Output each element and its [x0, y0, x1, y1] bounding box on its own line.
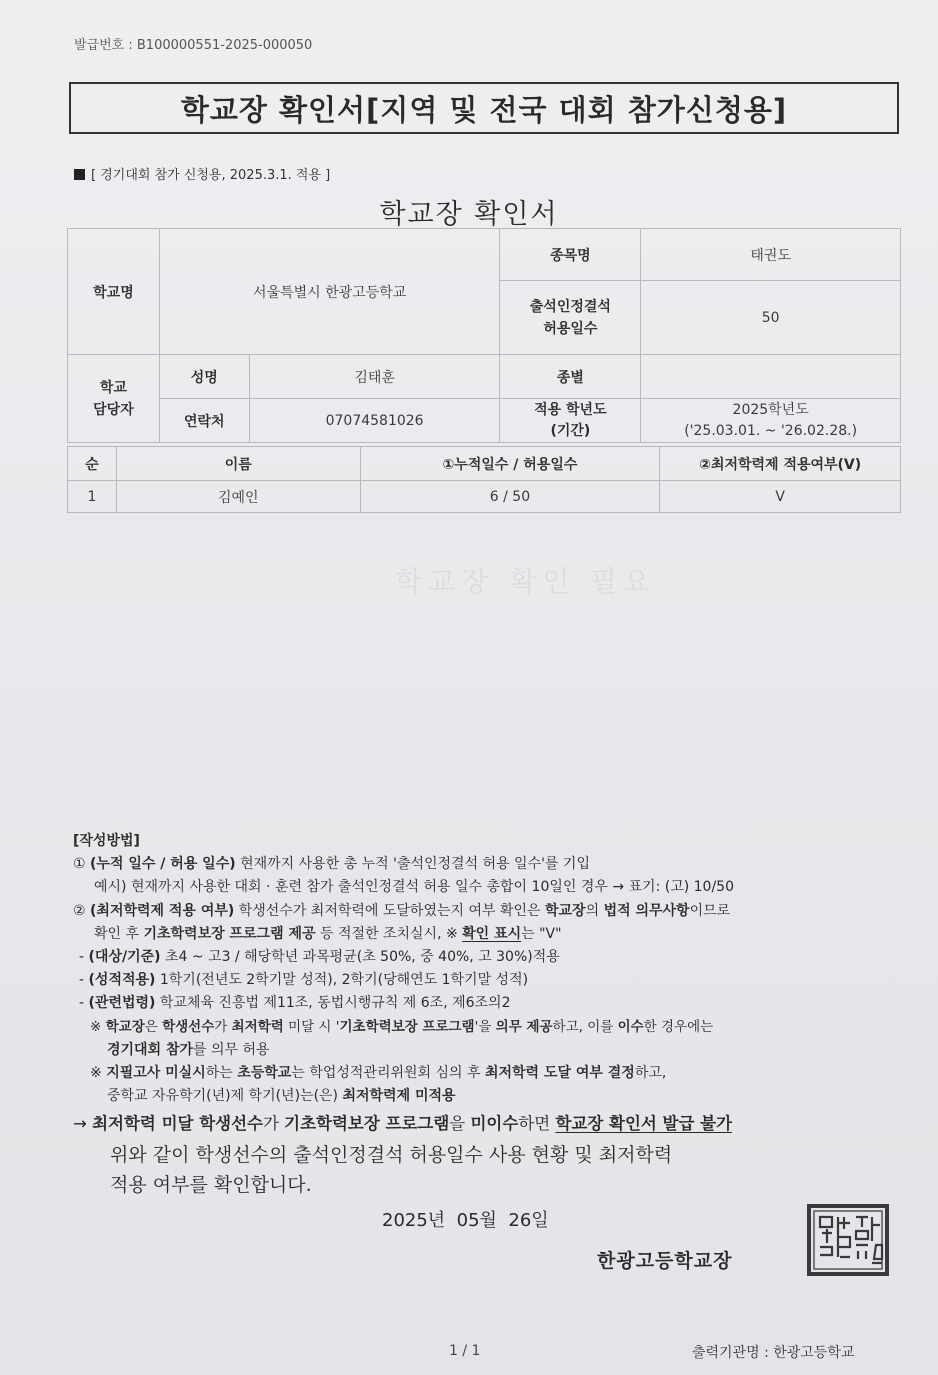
school-seal-stamp-icon: [806, 1203, 890, 1277]
guide-line: 중학교 자유학기(년)제 학기(년)는(은) 최저학력제 미적용: [107, 1088, 456, 1105]
absence-days-value: 50: [641, 281, 901, 355]
school-year-value-line1: 2025학년도: [732, 401, 809, 418]
guide-line: - (대상/기준) 초4 ~ 고3 / 해당학년 과목평균(초 50%, 중 40%, 고 30%)적용: [79, 949, 560, 966]
school-value: 서울특별시 한광고등학교: [159, 229, 500, 355]
gender-label: 종별: [500, 355, 641, 399]
gender-value: [641, 355, 901, 399]
document-subtitle: 학교장 확인서: [379, 199, 559, 230]
school-label: 학교명: [68, 229, 160, 355]
row-check: V: [660, 481, 901, 513]
school-year-label-line2: (기간): [550, 422, 591, 439]
manager-label-line1: 학교: [99, 379, 127, 396]
school-year-value: [641, 399, 901, 443]
document-title: 학교장 확인서[지역 및 전국 대회 참가신청용]: [69, 82, 899, 134]
issue-number: 발급번호 : B100000551-2025-000050: [74, 38, 313, 53]
row-no: 1: [68, 481, 117, 513]
table-row: [68, 481, 901, 513]
principal-name: 한광고등학교장: [597, 1250, 733, 1272]
school-year-period: ('25.03.01. ~ '26.02.28.): [684, 422, 858, 439]
page-number: 1 / 1: [449, 1343, 481, 1359]
guide-line: 예시) 현재까지 사용한 대회 · 훈련 참가 출석인정결석 허용 일수 총합이 10일인 경우 → 표기: (고) 10/50: [94, 879, 734, 896]
contact-value: 07074581026: [249, 399, 500, 443]
note-text: [ 경기대회 참가 신청용, 2025.3.1. 적용 ]: [91, 168, 331, 183]
student-list-table: [67, 446, 901, 513]
guide-line: ① (누적 일수 / 허용 일수) 현재까지 사용한 총 누적 '출석인정결석 허용 일수'를 기입: [73, 856, 590, 873]
absence-label-line1: 출석인정결석: [529, 298, 611, 315]
writing-guide: [73, 830, 903, 1136]
guide-line: 확인 후 기초학력보장 프로그램 제공 등 적절한 조치실시, ※ 확인 표시는 "V": [94, 925, 562, 942]
absence-label-line2: 허용일수: [543, 320, 598, 337]
application-note: [74, 164, 330, 183]
event-label: 종목명: [500, 229, 641, 281]
col-header-min-academic: ②최저학력제 적용여부(V): [660, 447, 901, 481]
col-header-no: 순: [68, 447, 117, 481]
absence-days-label: [500, 281, 641, 355]
guide-line: ※ 학교장은 학생선수가 최저학력 미달 시 '기초학력보장 프로그램'을 의무 제공하고, 이를 이수한 경우에는: [90, 1018, 714, 1035]
guide-line: - (성적적용) 1학기(전년도 2학기말 성적), 2학기(당해연도 1학기말 성적): [79, 972, 529, 989]
guide-line: ※ 지필고사 미실시하는 초등학교는 학업성적관리위원회 심의 후 최저학력 도달 여부 결정하고,: [90, 1065, 667, 1082]
guide-line: - (관련법령) 학교체육 진흥법 제11조, 동법시행규칙 제 6조, 제6조의2: [79, 995, 511, 1012]
manager-label: [68, 355, 160, 443]
manager-label-line2: 담당자: [93, 401, 134, 418]
issue-date: 2025년 05월 26일: [382, 1210, 549, 1231]
guide-line: ② (최저학력제 적용 여부) 학생선수가 최저학력에 도달하였는지 여부 확인은 학교장의 법적 의무사항이므로: [73, 902, 731, 919]
event-value: 태권도: [641, 229, 901, 281]
guide-line: 경기대회 참가를 의무 허용: [107, 1041, 270, 1058]
school-year-label-line1: 적용 학년도: [534, 401, 607, 418]
row-days: 6 / 50: [360, 481, 660, 513]
row-name: 김예인: [116, 481, 360, 513]
guide-heading: [작성방법]: [73, 833, 140, 849]
issuing-institution: 출력기관명 : 한광고등학교: [692, 1345, 855, 1361]
contact-label: 연락처: [159, 399, 249, 443]
faded-watermark: 학교장 확인 필요: [395, 565, 657, 598]
school-info-table: [67, 228, 901, 443]
confirmation-line1: 위와 같이 학생선수의 출석인정결석 허용일수 사용 현황 및 최저학력: [110, 1144, 673, 1166]
square-bullet-icon: [74, 169, 85, 180]
col-header-name: 이름: [116, 447, 360, 481]
school-year-label: [500, 399, 641, 443]
guide-warning-line: → 최저학력 미달 학생선수가 기초학력보장 프로그램을 미이수하면 학교장 확인서 발급 불가: [73, 1114, 733, 1134]
col-header-days: ①누적일수 / 허용일수: [360, 447, 660, 481]
manager-name-label: 성명: [159, 355, 249, 399]
confirmation-line2: 적용 여부를 확인합니다.: [110, 1174, 312, 1196]
manager-name-value: 김태훈: [249, 355, 500, 399]
confirmation-text: [110, 1140, 672, 1200]
